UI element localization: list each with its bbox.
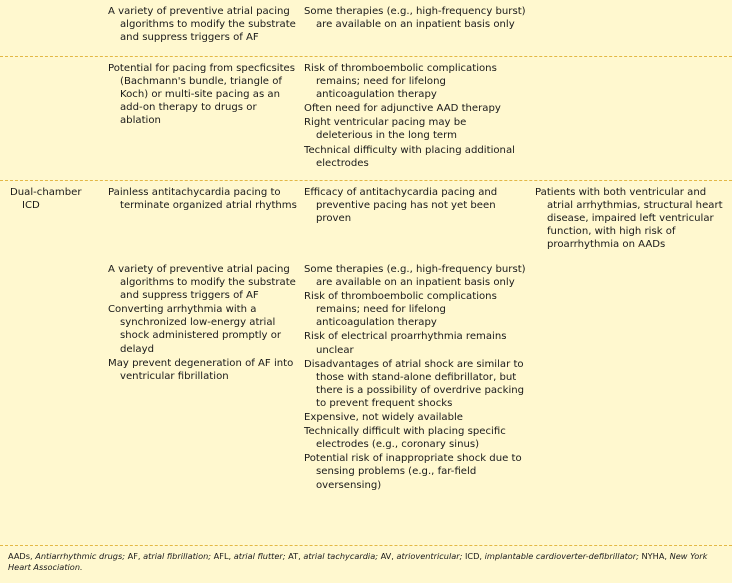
abbr-definition: New York Heart Association. [8,551,708,572]
abbr-definition: atrial tachycardia; [303,551,381,561]
abbr-definition: atrial flutter; [233,551,289,561]
abbr: ICD, [465,551,485,561]
list-item: Potential risk of inappropriate shock due to sensing problems (e.g., far-field oversensing) [304,453,522,491]
list-item: Technically difficult with placing specific electrodes (e.g., coronary sinus) [304,426,506,451]
benefits-cell [108,263,298,384]
list-item: Risk of electrical proarrhythmia remains unclear [304,331,507,356]
limitations-cell [304,186,526,226]
benefits-cell [108,5,298,45]
abbr: AV, [380,551,397,561]
list-item: A variety of preventive atrial pacing algorithms to modify the substrate and suppress triggers of AF [108,264,296,302]
abbr-definition: implantable cardioverter-defibrillator; [484,551,642,561]
abbr: AF, [127,551,144,561]
list-item: Converting arrhythmia with a synchronized low-energy atrial shock administered promptly or delayd [108,304,282,355]
list-item: Disadvantages of atrial shock are similar to those with stand-alone defibrillator, but there is a possibility of overdrive packing to prevent frequent shocks [304,358,525,409]
list-item: Some therapies (e.g., high-frequency burst) are available on an inpatient basis only [304,6,526,31]
list-item: A variety of preventive atrial pacing algorithms to modify the substrate and suppress triggers of AF [108,6,296,44]
abbr-definition: atrial fibrillation; [143,551,214,561]
abbr: AT, [288,551,304,561]
list-item: Risk of thromboembolic complications remains; need for lifelong anticoagulation therapy [304,291,497,329]
device-name: Dual-chamber ICD [10,187,82,212]
table-row [0,180,732,259]
benefits-cell [108,186,298,213]
table-row [0,56,732,181]
list-item: Right ventricular pacing may be deleterious in the long term [304,117,467,142]
list-item: Expensive, not widely available [304,412,463,424]
candidates-cell [535,186,727,252]
list-item: Technical difficulty with placing additional electrodes [304,144,515,169]
list-item: Patients with both ventricular and atrial arrhythmias, structural heart disease, impaired left ventricular function, with high risk of proarrhythmia on AADs [535,187,723,251]
device-cell [10,186,100,213]
list-item: Efficacy of antitachycardia pacing and preventive pacing has not yet been proven [304,187,498,225]
limitations-cell [304,62,526,171]
limitations-cell [304,263,526,493]
list-item: Some therapies (e.g., high-frequency burst) are available on an inpatient basis only [304,264,526,289]
benefits-cell [108,62,298,128]
abbr: AFL, [213,551,234,561]
abbr: NYHA, [641,551,670,561]
table-row [0,258,732,545]
abbr: AADs, [8,551,36,561]
abbr-definition: atrioventricular; [396,551,465,561]
abbreviations [8,551,724,572]
list-item: Often need for adjunctive AAD therapy [304,103,501,115]
table-row [0,0,732,56]
list-item: Risk of thromboembolic complications remains; need for lifelong anticoagulation therapy [304,63,497,101]
list-item: Potential for pacing from specficsites (Bachmann's bundle, triangle of Koch) or multi-site pacing as an add-on therapy to drugs or ablation [108,63,295,127]
table-footnote [0,545,732,583]
limitations-cell [304,5,526,32]
abbr-definition: Antiarrhythmic drugs; [35,551,128,561]
list-item: May prevent degeneration of AF into ventricular fibrillation [108,357,294,382]
list-item: Painless antitachycardia pacing to terminate organized atrial rhythms [108,187,297,212]
